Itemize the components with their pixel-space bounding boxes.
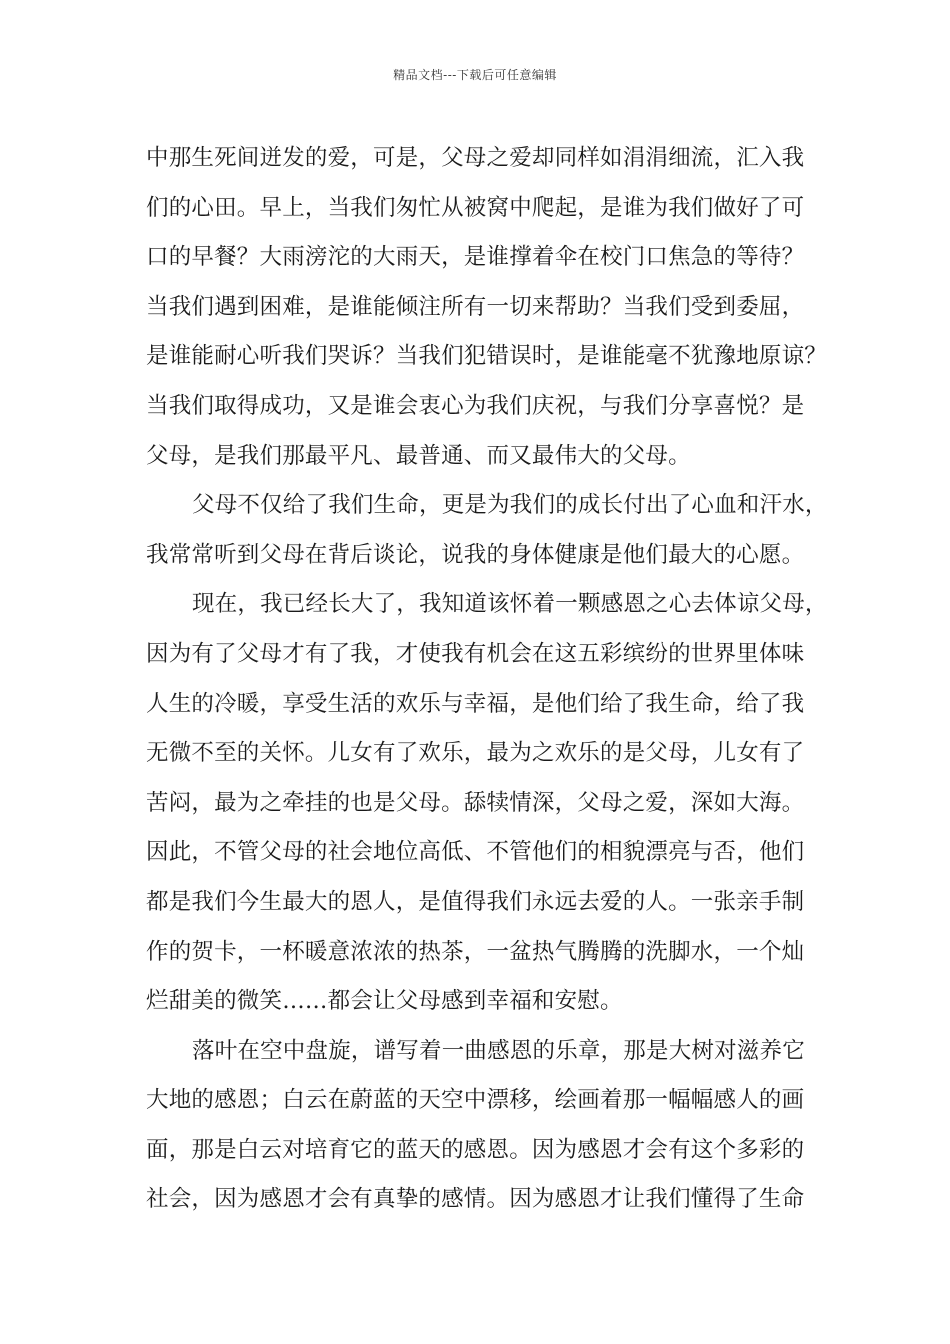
text-line: 烂甜美的微笑……都会让父母感到幸福和安慰。 [146,988,623,1015]
text-line: 是谁能耐心听我们哭诉？当我们犯错误时，是谁能毫不犹豫地原谅？ [146,343,828,370]
page-header: 精品文档---下载后可任意编辑 [393,68,557,82]
paragraph [146,1027,846,1225]
paragraph [146,580,846,1026]
text-line: 我常常听到父母在背后谈论，说我的身体健康是他们最大的心愿。 [146,541,805,568]
text-line: 因此，不管父母的社会地位高低、不管他们的相貌漂亮与否，他们 [146,839,805,866]
text-line: 口的早餐？大雨滂沱的大雨天，是谁撑着伞在校门口焦急的等待？ [146,244,805,271]
text-line: 现在，我已经长大了，我知道该怀着一颗感恩之心去体谅父母， [192,591,828,618]
text-line: 无微不至的关怀。儿女有了欢乐，最为之欢乐的是父母，儿女有了 [146,740,805,767]
text-line: 父母不仅给了我们生命，更是为我们的成长付出了心血和汗水， [192,492,828,519]
text-line: 面，那是白云对培育它的蓝天的感恩。因为感恩才会有这个多彩的 [146,1136,805,1163]
text-line: 因为有了父母才有了我，才使我有机会在这五彩缤纷的世界里体味 [146,640,805,667]
text-line: 苦闷，最为之牵挂的也是父母。舔犊情深，父母之爱，深如大海。 [146,789,805,816]
text-line: 当我们遇到困难，是谁能倾注所有一切来帮助？当我们受到委屈， [146,293,805,320]
text-line: 们的心田。早上，当我们匆忙从被窝中爬起，是谁为我们做好了可 [146,194,805,221]
text-line: 社会，因为感恩才会有真挚的感情。因为感恩才让我们懂得了生命 [146,1186,805,1213]
paragraph [146,134,846,481]
text-line: 人生的冷暖，享受生活的欢乐与幸福，是他们给了我生命，给了我 [146,690,805,717]
text-line: 都是我们今生最大的恩人，是值得我们永远去爱的人。一张亲手制 [146,888,805,915]
text-line: 中那生死间迸发的爱，可是，父母之爱却同样如涓涓细流，汇入我 [146,145,805,171]
text-line: 大地的感恩；白云在蔚蓝的天空中漂移，绘画着那一幅幅感人的画 [146,1087,805,1114]
body-text [146,134,846,1225]
text-line: 落叶在空中盘旋，谱写着一曲感恩的乐章，那是大树对滋养它 [192,1037,805,1064]
text-line: 父母，是我们那最平凡、最普通、而又最伟大的父母。 [146,442,691,469]
text-line: 当我们取得成功，又是谁会衷心为我们庆祝，与我们分享喜悦？是 [146,392,805,419]
text-line: 作的贺卡，一杯暖意浓浓的热茶，一盆热气腾腾的洗脚水，一个灿 [146,938,805,965]
paragraph [146,481,846,580]
